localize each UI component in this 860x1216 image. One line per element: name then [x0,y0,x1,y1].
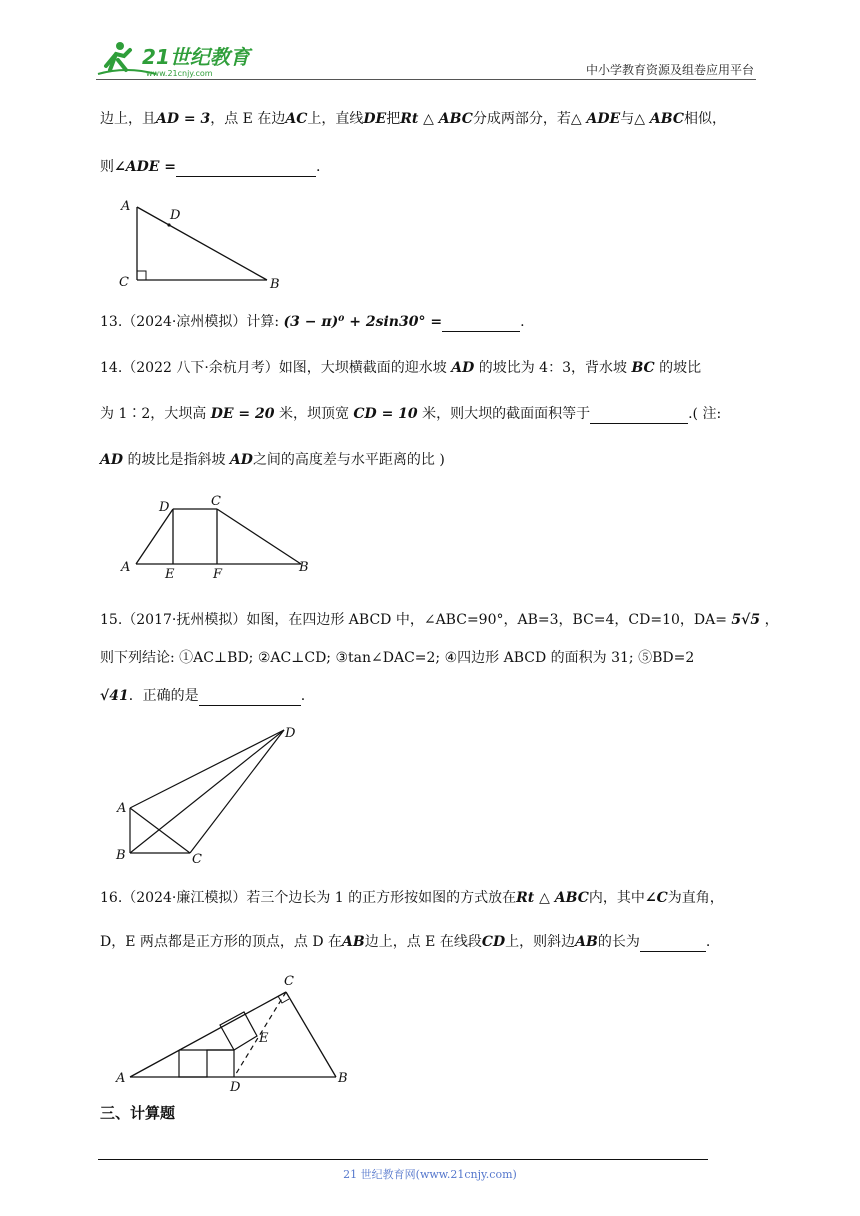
svg-text:D: D [170,208,181,223]
q14-line3: AD 的坡比是指斜坡 AD之间的高度差与水平距离的比 ) [100,452,445,468]
q15-figure [112,722,312,867]
svg-text:A: A [121,199,131,214]
q14-figure [116,494,316,584]
section-title: 三、计算题 [100,1104,176,1122]
q15-line2: 则下列结论: ①AC⊥BD; ②AC⊥CD; ③tan∠DAC=2; ④四边形 ABCD 的面积为 31; ⑤BD=2 [100,650,695,666]
svg-text:B: B [338,1071,348,1086]
svg-text:C: C [192,852,202,867]
footer-link[interactable]: 21 世纪教育网(www.21cnjy.com) [343,1168,517,1181]
logo-url: www.21cnjy.com [146,69,213,78]
q14-line1: 14.（2022 八下·余杭月考）如图，大坝横截面的迎水坡 AD 的坡比为 4：3，背水坡 BC 的坡比 [100,360,702,376]
q16-line1: 16.（2024·廉江模拟）若三个边长为 1 的正方形按如图的方式放在Rt △ ABC内，其中∠C为直角， [100,890,724,906]
svg-text:B: B [270,277,280,292]
svg-text:C: C [119,275,129,290]
svg-text:E: E [165,567,175,582]
answer-blank[interactable] [590,409,688,424]
svg-text:C: C [284,974,294,989]
q12-line2: 则∠ADE = . [100,159,321,175]
footer-divider [98,1159,708,1160]
header-platform-name: 中小学教育资源及组卷应用平台 [585,63,754,77]
svg-text:B: B [116,848,126,863]
svg-text:E: E [259,1031,269,1046]
q12-figure [112,195,282,295]
svg-text:D: D [159,500,170,515]
site-logo [96,36,266,80]
logo-text: 21世纪教育 [142,45,250,69]
svg-text:D: D [285,726,296,741]
svg-text:A: A [121,560,131,575]
answer-blank[interactable] [640,937,706,952]
svg-text:B: B [299,560,309,575]
svg-text:A: A [116,1071,126,1086]
q16-line2: D，E 两点都是正方形的顶点，点 D 在AB边上，点 E 在线段CD上，则斜边AB的长为 . [100,934,711,950]
q15-line1: 15.（2017·抚州模拟）如图，在四边形 ABCD 中，∠ABC=90°，AB=3，BC=4，CD=10，DA= 5√5 ， [100,612,779,628]
q12-line1: 边上，且AD = 3，点 E 在边AC上，直线DE把Rt △ ABC分成两部分，若△ ADE与△ ABC相似， [100,111,726,127]
svg-text:C: C [211,494,221,509]
svg-text:D: D [230,1080,241,1093]
svg-text:F: F [213,567,223,582]
q13-line: 13.（2024·凉州模拟）计算: (3 − π)⁰ + 2sin30° = . [100,314,525,330]
answer-blank[interactable] [442,317,520,332]
q14-line2: 为 1∶2，大坝高 DE = 20 米，坝顶宽 CD = 10 米，则大坝的截面面积等于 .( 注: [100,406,722,422]
answer-blank[interactable] [176,162,316,177]
answer-blank[interactable] [199,691,301,706]
q16-figure [112,968,362,1093]
svg-text:A: A [117,801,127,816]
q15-line3: √41．正确的是 . [100,688,306,704]
header-divider [96,79,756,80]
